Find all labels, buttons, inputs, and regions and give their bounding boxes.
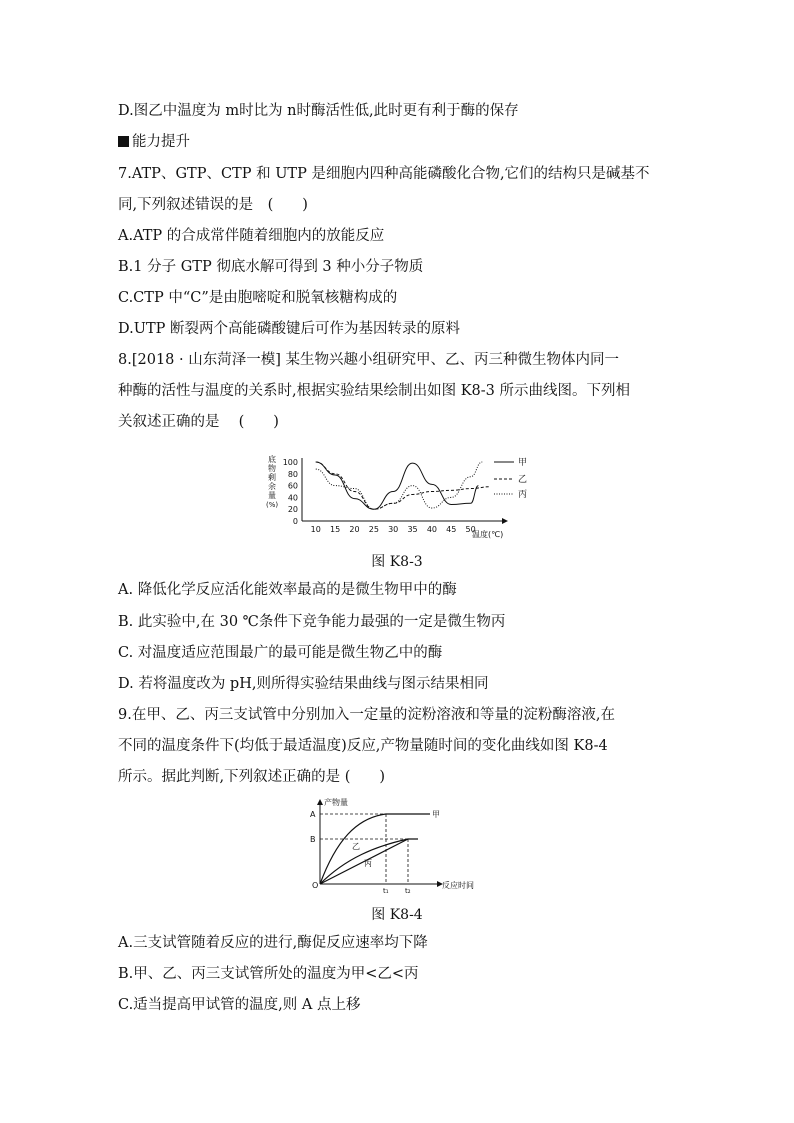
k8-3-ytick: 20	[287, 505, 298, 515]
figure-k8-3	[262, 452, 552, 544]
k8-3-xtick: 10	[310, 525, 321, 534]
k8-3-ytick: 60	[287, 481, 298, 491]
k8-3-ylabel-1: 底	[268, 455, 276, 464]
k8-3-xtick: 25	[368, 525, 379, 534]
q7-option-b: B.1 分子 GTP 彻底水解可得到 3 种小分子物质	[118, 259, 424, 275]
k8-3-ylabel-4: 余	[268, 482, 276, 491]
k8-4-mark-b: B	[310, 835, 316, 844]
k8-3-xtick: 15	[330, 525, 341, 534]
q7-stem: 7.ATP、GTP、CTP 和 UTP 是细胞内四种高能磷酸化合物,它们的结构只是碱基不	[118, 166, 650, 182]
figure-k8-3-caption: 图 K8-3	[371, 554, 423, 570]
k8-3-xtick: 45	[446, 525, 457, 534]
figure-k8-4	[306, 796, 486, 896]
k8-3-legend	[494, 457, 527, 500]
q7-option-a: A.ATP 的合成常伴随着细胞内的放能反应	[118, 228, 385, 244]
k8-3-x-arrow	[502, 518, 508, 524]
section-title: 能力提升	[132, 134, 190, 150]
q9-stem-end: 所示。据此判断,下列叙述正确的是 ( )	[118, 769, 386, 785]
k8-3-ytick: 100	[282, 458, 298, 467]
q9-stem-cont: 不同的温度条件下(均低于最适温度)反应,产物量随时间的变化曲线如图 K8-4	[118, 738, 608, 754]
legend-bing: 丙	[518, 490, 528, 500]
k8-3-ylabel-5: 量	[268, 491, 276, 500]
k8-3-xlabel: 温度(℃)	[472, 530, 504, 539]
section-heading	[118, 132, 190, 152]
k8-3-xtick: 50	[465, 525, 476, 534]
k8-4-mark-t1: t₁	[383, 887, 389, 895]
k8-4-ylabel: 产物量	[324, 798, 348, 807]
q8-option-c: C. 对温度适应范围最广的最可能是微生物乙中的酶	[118, 645, 443, 661]
k8-3-ylabel-3: 剩	[268, 473, 276, 482]
q8-stem-cont: 种酶的活性与温度的关系时,根据实验结果绘制出如图 K8-3 所示曲线图。下列相	[118, 383, 631, 399]
k8-3-xtick: 40	[426, 525, 438, 534]
q9-stem: 9.在甲、乙、丙三支试管中分别加入一定量的淀粉溶液和等量的淀粉酶溶液,在	[118, 707, 615, 723]
legend-jia: 甲	[518, 458, 528, 468]
k8-4-label-bing: 丙	[364, 859, 372, 868]
q8-option-b: B. 此实验中,在 30 ℃条件下竞争能力最强的一定是微生物丙	[118, 614, 506, 630]
k8-4-y-arrow	[317, 799, 323, 805]
q8-stem-end: 关叙述正确的是 ( )	[118, 414, 279, 430]
q9-option-c: C.适当提高甲试管的温度,则 A 点上移	[118, 997, 361, 1013]
k8-3-xtick: 30	[388, 525, 399, 534]
q8-option-a: A. 降低化学反应活化能效率最高的是微生物甲中的酶	[118, 582, 457, 598]
q8-option-d: D. 若将温度改为 pH,则所得实验结果曲线与图示结果相同	[118, 676, 489, 692]
k8-3-ytick: 80	[287, 469, 298, 479]
q7-option-c: C.CTP 中“C”是由胞嘧啶和脱氧核糖构成的	[118, 290, 398, 306]
k8-3-ylabel-6: (%)	[266, 501, 279, 509]
k8-4-mark-t2: t₂	[405, 887, 411, 895]
q7-stem-cont: 同,下列叙述错误的是 ( )	[118, 197, 308, 213]
k8-3-xtick: 20	[349, 525, 360, 534]
q8-stem: 8.[2018 · 山东菏泽一模] 某生物兴趣小组研究甲、乙、丙三种微生物体内同一	[118, 352, 619, 368]
k8-3-xtick: 35	[407, 525, 418, 534]
q6-option-d: D.图乙中温度为 m时比为 n时酶活性低,此时更有利于酶的保存	[118, 103, 519, 119]
q7-option-d: D.UTP 断裂两个高能磷酸键后可作为基因转录的原料	[118, 321, 460, 337]
k8-3-series-1	[316, 462, 490, 509]
k8-4-xlabel: 反应时间	[442, 881, 474, 890]
k8-3-ytick: 40	[287, 493, 298, 503]
k8-4-label-yi: 乙	[352, 842, 360, 851]
legend-yi: 乙	[518, 475, 528, 485]
figure-k8-4-caption: 图 K8-4	[371, 907, 423, 923]
k8-4-origin: O	[312, 881, 319, 890]
k8-3-ylabel-2: 物	[268, 464, 276, 473]
section-square-icon	[118, 136, 129, 147]
q9-option-a: A.三支试管随着反应的进行,酶促反应速率均下降	[118, 935, 428, 951]
k8-3-ytick: 0	[292, 517, 298, 526]
q9-option-b: B.甲、乙、丙三支试管所处的温度为甲<乙<丙	[118, 966, 419, 982]
k8-4-mark-a: A	[310, 810, 316, 819]
k8-4-label-jia: 甲	[432, 810, 440, 819]
